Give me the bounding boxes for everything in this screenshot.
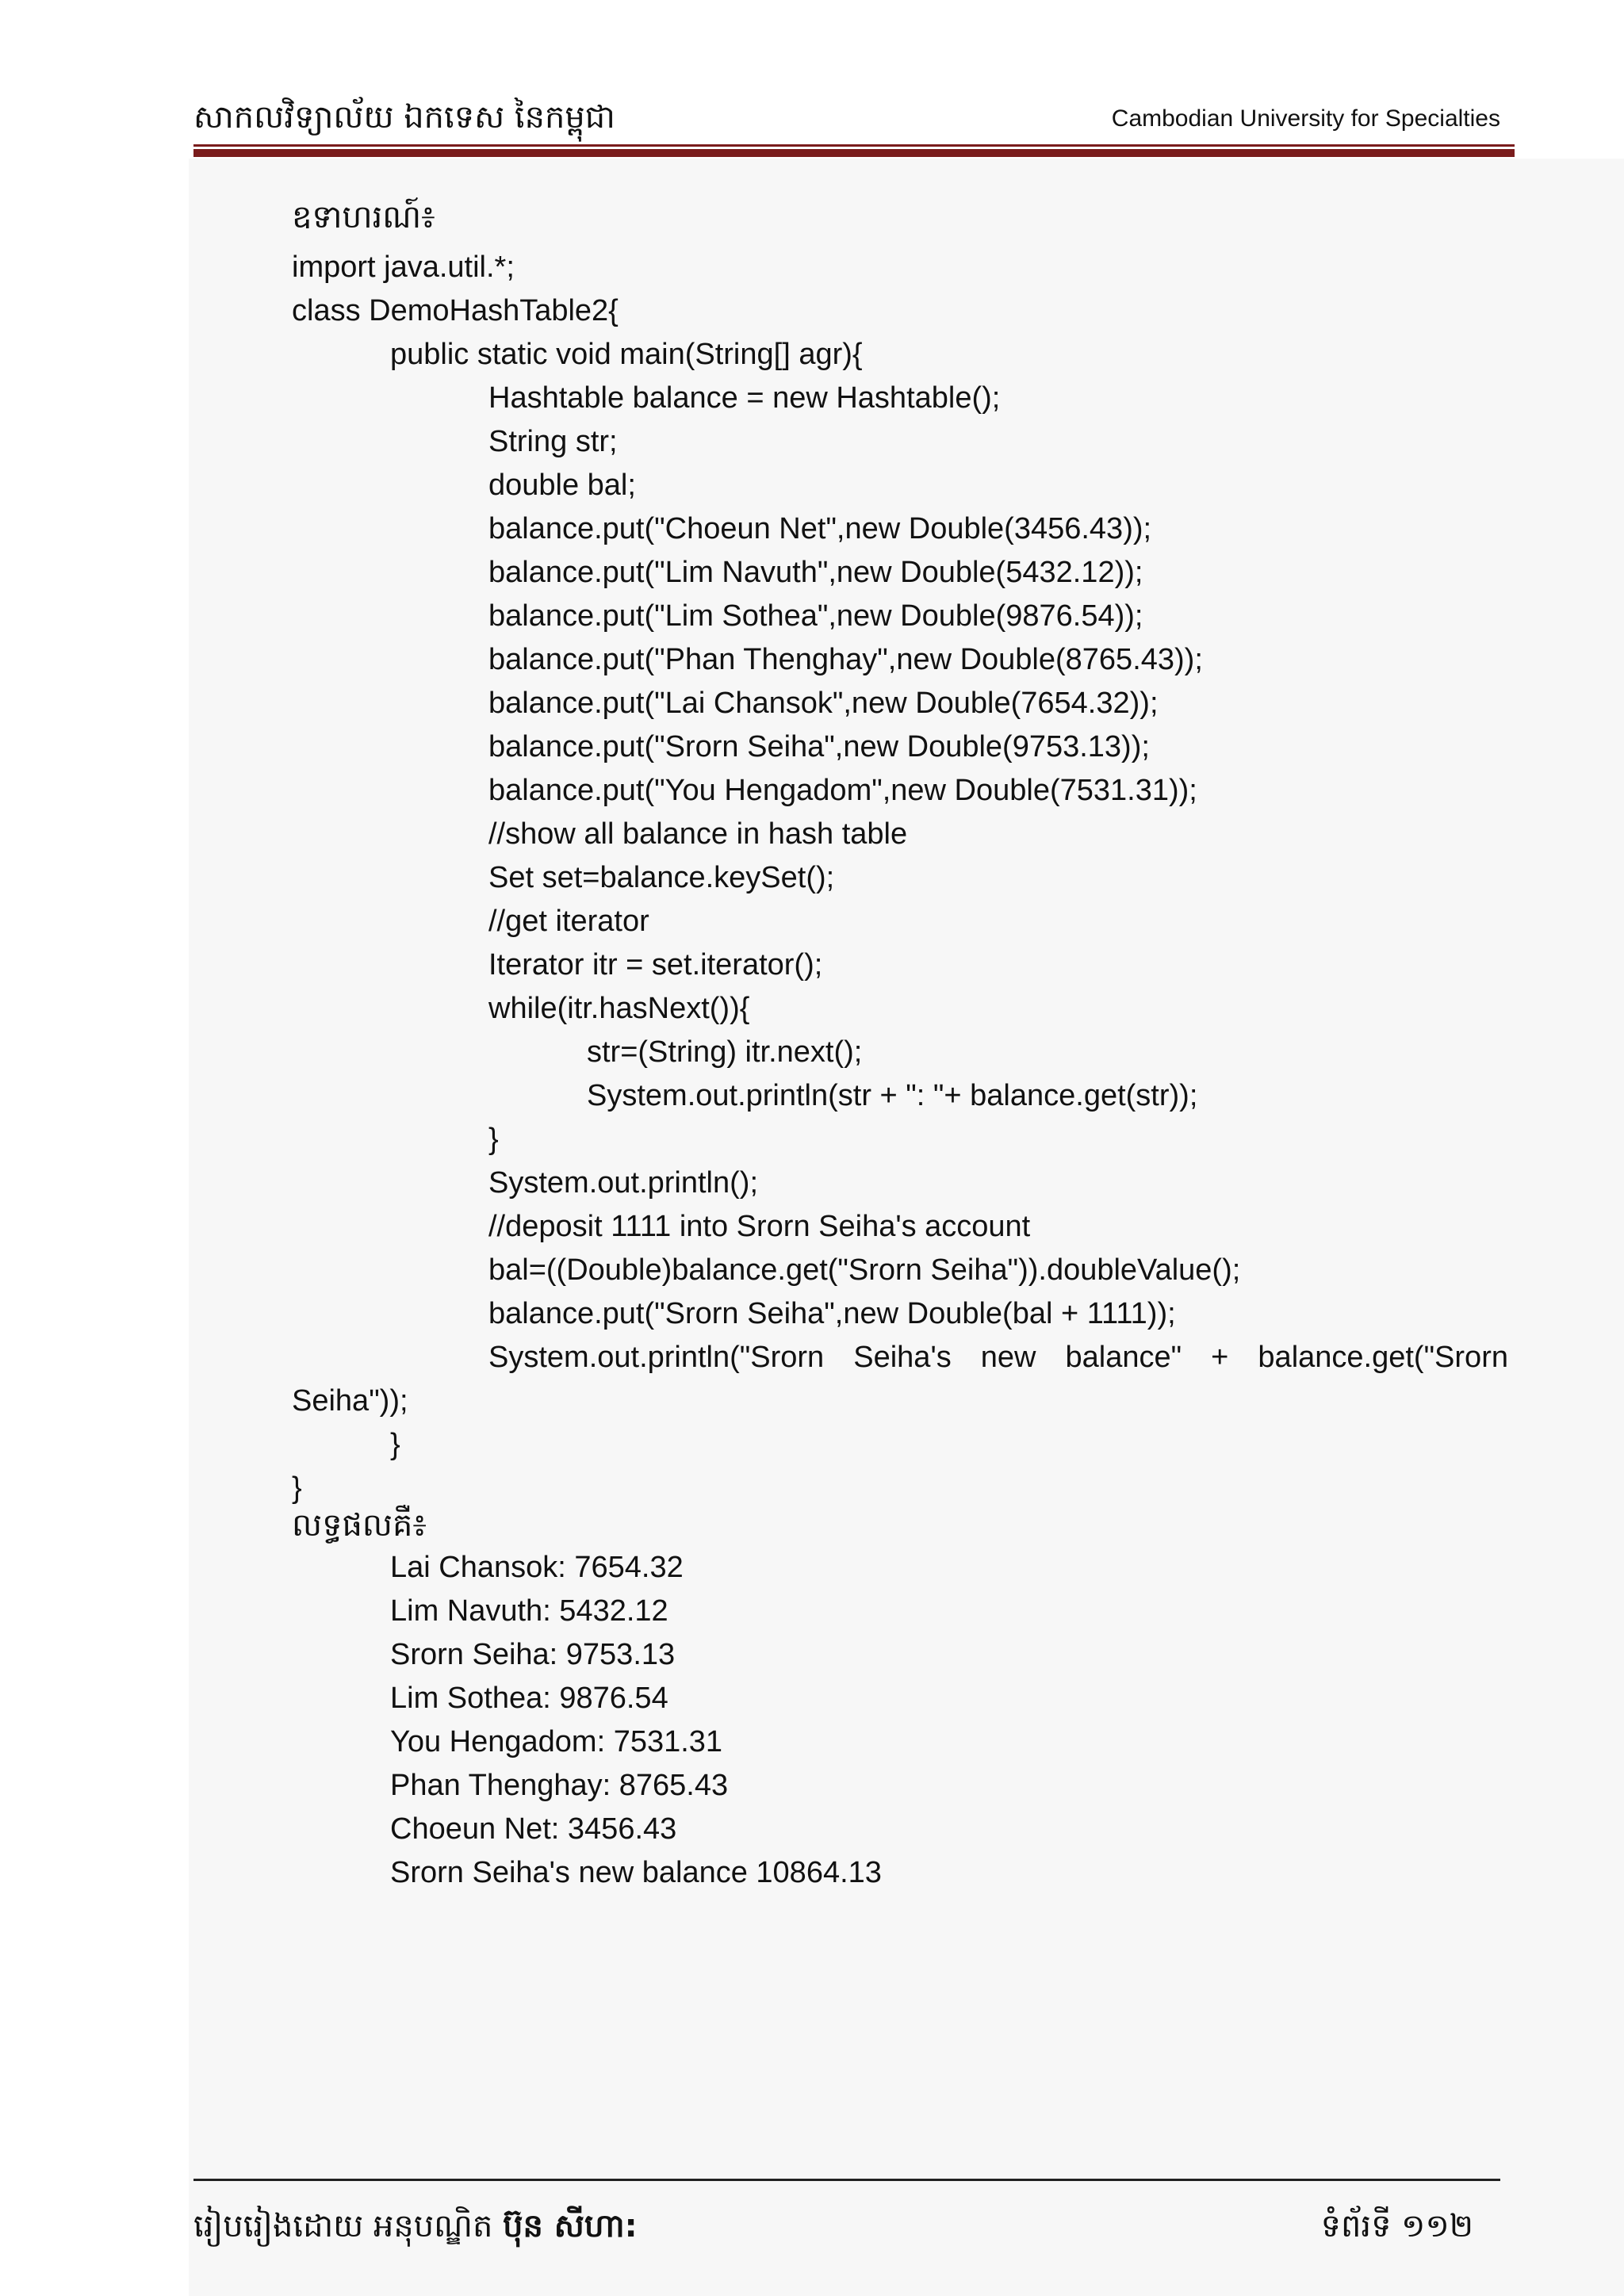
header-divider-thick: [193, 149, 1515, 157]
code-line: }: [488, 1123, 499, 1156]
code-line: double bal;: [488, 469, 636, 502]
header-university-khmer: សាកលវិទ្យាល័យ ឯកទេស នៃកម្ពុជា: [193, 99, 615, 136]
code-comment: //get iterator: [488, 905, 649, 938]
code-line: Iterator itr = set.iterator();: [488, 948, 823, 982]
output-line: Srorn Seiha's new balance 10864.13: [390, 1856, 882, 1889]
code-line: class DemoHashTable2{: [292, 294, 619, 327]
code-line: }: [292, 1471, 302, 1505]
code-line: balance.put("Lim Sothea",new Double(9876.54));: [488, 599, 1143, 633]
code-word: new: [980, 1341, 1036, 1374]
code-line: while(itr.hasNext()){: [488, 992, 750, 1025]
code-line: balance.put("You Hengadom",new Double(7531.31));: [488, 774, 1197, 807]
code-line: balance.put("Srorn Seiha",new Double(bal + 1111));: [488, 1297, 1176, 1330]
header-divider-thin: [193, 144, 1515, 147]
code-word: balance": [1065, 1341, 1182, 1374]
code-line-justified: [488, 1336, 1508, 1379]
code-line: String str;: [488, 425, 618, 458]
output-line: Phan Thenghay: 8765.43: [390, 1769, 729, 1802]
code-line: Seiha"));: [292, 1384, 408, 1418]
footer-author-name: ប៊ុន សីហា:: [503, 2208, 638, 2244]
code-word: System.out.println("Srorn: [488, 1341, 825, 1374]
code-line: Set set=balance.keySet();: [488, 861, 835, 894]
example-heading: ឧទាហរណ៍៖: [292, 199, 435, 235]
code-word: +: [1211, 1341, 1229, 1374]
footer-divider: [193, 2179, 1500, 2181]
code-word: Seiha's: [853, 1341, 952, 1374]
output-line: Lim Navuth: 5432.12: [390, 1594, 668, 1628]
code-line: public static void main(String[] agr){: [390, 338, 863, 371]
code-comment: //show all balance in hash table: [488, 817, 908, 851]
page-number: ទំព័រទី ១១២: [1320, 2208, 1473, 2244]
output-line: Srorn Seiha: 9753.13: [390, 1638, 676, 1671]
code-line: balance.put("Phan Thenghay",new Double(8765.43));: [488, 643, 1203, 676]
code-line: Hashtable balance = new Hashtable();: [488, 381, 1001, 415]
code-line: balance.put("Lim Navuth",new Double(5432.12));: [488, 556, 1143, 589]
code-line: System.out.println();: [488, 1166, 758, 1200]
output-line: Lim Sothea: 9876.54: [390, 1682, 668, 1715]
code-line: }: [390, 1428, 400, 1461]
output-line: Choeun Net: 3456.43: [390, 1812, 677, 1846]
footer-author: [193, 2204, 638, 2248]
code-line: import java.util.*;: [292, 251, 515, 284]
header-university-english: Cambodian University for Specialties: [1111, 105, 1500, 132]
result-heading: លទ្ធផលគឺ៖: [292, 1507, 427, 1544]
output-line: Lai Chansok: 7654.32: [390, 1551, 684, 1584]
code-word: balance.get("Srorn: [1258, 1341, 1508, 1374]
code-line: balance.put("Srorn Seiha",new Double(9753.13));: [488, 730, 1150, 763]
code-line: bal=((Double)balance.get("Srorn Seiha")).doubleValue();: [488, 1253, 1241, 1287]
code-comment: //deposit 1111 into Srorn Seiha's account: [488, 1210, 1031, 1243]
footer-prepared-by: រៀបរៀងដោយ អនុបណ្ឌិត: [193, 2208, 493, 2244]
code-line: balance.put("Lai Chansok",new Double(7654.32));: [488, 687, 1159, 720]
output-line: You Hengadom: 7531.31: [390, 1725, 723, 1758]
code-line: str=(String) itr.next();: [587, 1035, 863, 1069]
code-line: balance.put("Choeun Net",new Double(3456.43));: [488, 512, 1152, 545]
code-line: System.out.println(str + ": "+ balance.get(str));: [587, 1079, 1198, 1112]
